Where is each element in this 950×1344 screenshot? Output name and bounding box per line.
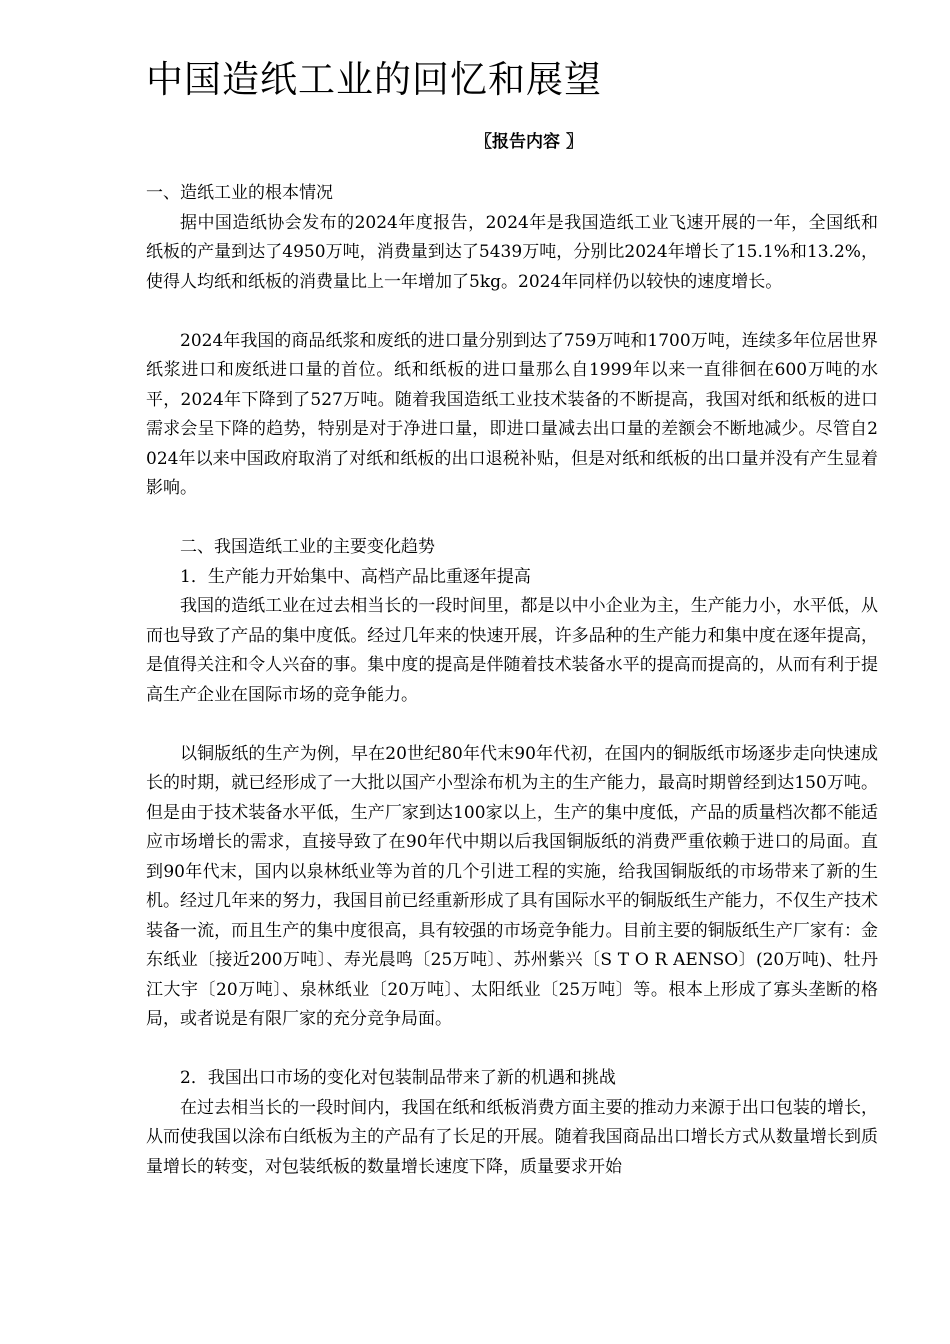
document-title: 中国造纸工业的回忆和展望 xyxy=(146,58,602,101)
subsection-2-1-paragraph-1: 我国的造纸工业在过去相当长的一段时间里，都是以中小企业为主，生产能力小，水平低，从而也导致了产品的集中度低。经过几年来的快速开展，许多品种的生产能力和集中度在逐年提高，是值得关注和令人兴奋的事。集中度的提高是伴随着技术装备水平的提高而提高的，从而有利于提高生产企业在国际市场的竞争能力。 xyxy=(146,596,878,705)
paragraph-spacer xyxy=(146,297,878,327)
subsection-2-2-heading: 2．我国出口市场的变化对包装制品带来了新的机遇和挑战 xyxy=(180,1068,616,1088)
paragraph-spacer xyxy=(146,1035,878,1065)
section-2-heading: 二、我国造纸工业的主要变化趋势 xyxy=(180,537,435,557)
section-1-paragraph-2: 2024年我国的商品纸浆和废纸的进口量分别到达了759万吨和1700万吨，连续多年位居世界纸浆进口和废纸进口量的首位。纸和纸板的进口量那么自1999年以来一直徘徊在600万吨的水平，2024年下降到了527万吨。随着我国造纸工业技术装备的不断提高，我国对纸和纸板的进口需求会呈下降的趋势，特别是对于净进口量，即进口量减去出口量的差额会不断地减少。尽管自2024年以来中国政府取消了对纸和纸板的出口退税补贴，但是对纸和纸板的出口量并没有产生显着影响。 xyxy=(146,330,878,498)
subsection-2-2-paragraph-1: 在过去相当长的一段时间内，我国在纸和纸板消费方面主要的推动力来源于出口包装的增长，从而使我国以涂布白纸板为主的产品有了长足的开展。随着我国商品出口增长方式从数量增长到质量增长的转变，对包装纸板的数量增长速度下降，质量要求开始 xyxy=(146,1097,878,1177)
section-1-paragraph-1: 据中国造纸协会发布的2024年度报告，2024年是我国造纸工业飞速开展的一年，全国纸和纸板的产量到达了4950万吨，消费量到达了5439万吨，分别比2024年增长了15.1%和13.2%，使得人均纸和纸板的消费量比上一年增加了5kg。2024年同样仍以较快的速度增长。 xyxy=(146,212,878,292)
document-subtitle: 〖报告内容 〗 xyxy=(475,132,583,152)
paragraph-spacer xyxy=(146,710,878,740)
subsection-2-1-heading: 1．生产能力开始集中、高档产品比重逐年提高 xyxy=(180,566,531,587)
document-body xyxy=(146,179,878,1182)
paragraph-spacer xyxy=(146,504,878,534)
section-1-heading: 一、造纸工业的根本情况 xyxy=(146,183,333,203)
subsection-2-1-paragraph-2: 以铜版纸的生产为例，早在20世纪80年代末90年代初，在国内的铜版纸市场逐步走向快速成长的时期，就已经形成了一大批以国产小型涂布机为主的生产能力，最高时期曾经到达150万吨。但是由于技术装备水平低，生产厂家到达100家以上，生产的集中度低，产品的质量档次都不能适应市场增长的需求，直接导致了在90年代中期以后我国铜版纸的消费严重依赖于进口的局面。直到90年代末，国内以泉林纸业等为首的几个引进工程的实施，给我国铜版纸的市场带来了新的生机。经过几年来的努力，我国目前已经重新形成了具有国际水平的铜版纸生产能力，不仅生产技术装备一流，而且生产的集中度很高，具有较强的市场竞争能力。目前主要的铜版纸生产厂家有：金东纸业〔接近200万吨〕、寿光晨鸣〔25万吨〕、苏州紫兴〔S T O R AENSO〕(20万吨)、牡丹江大宇〔20万吨〕、泉林纸业〔20万吨〕、太阳纸业〔25万吨〕等。根本上形成了寡头垄断的格局，或者说是有限厂家的充分竞争局面。 xyxy=(146,743,878,1029)
